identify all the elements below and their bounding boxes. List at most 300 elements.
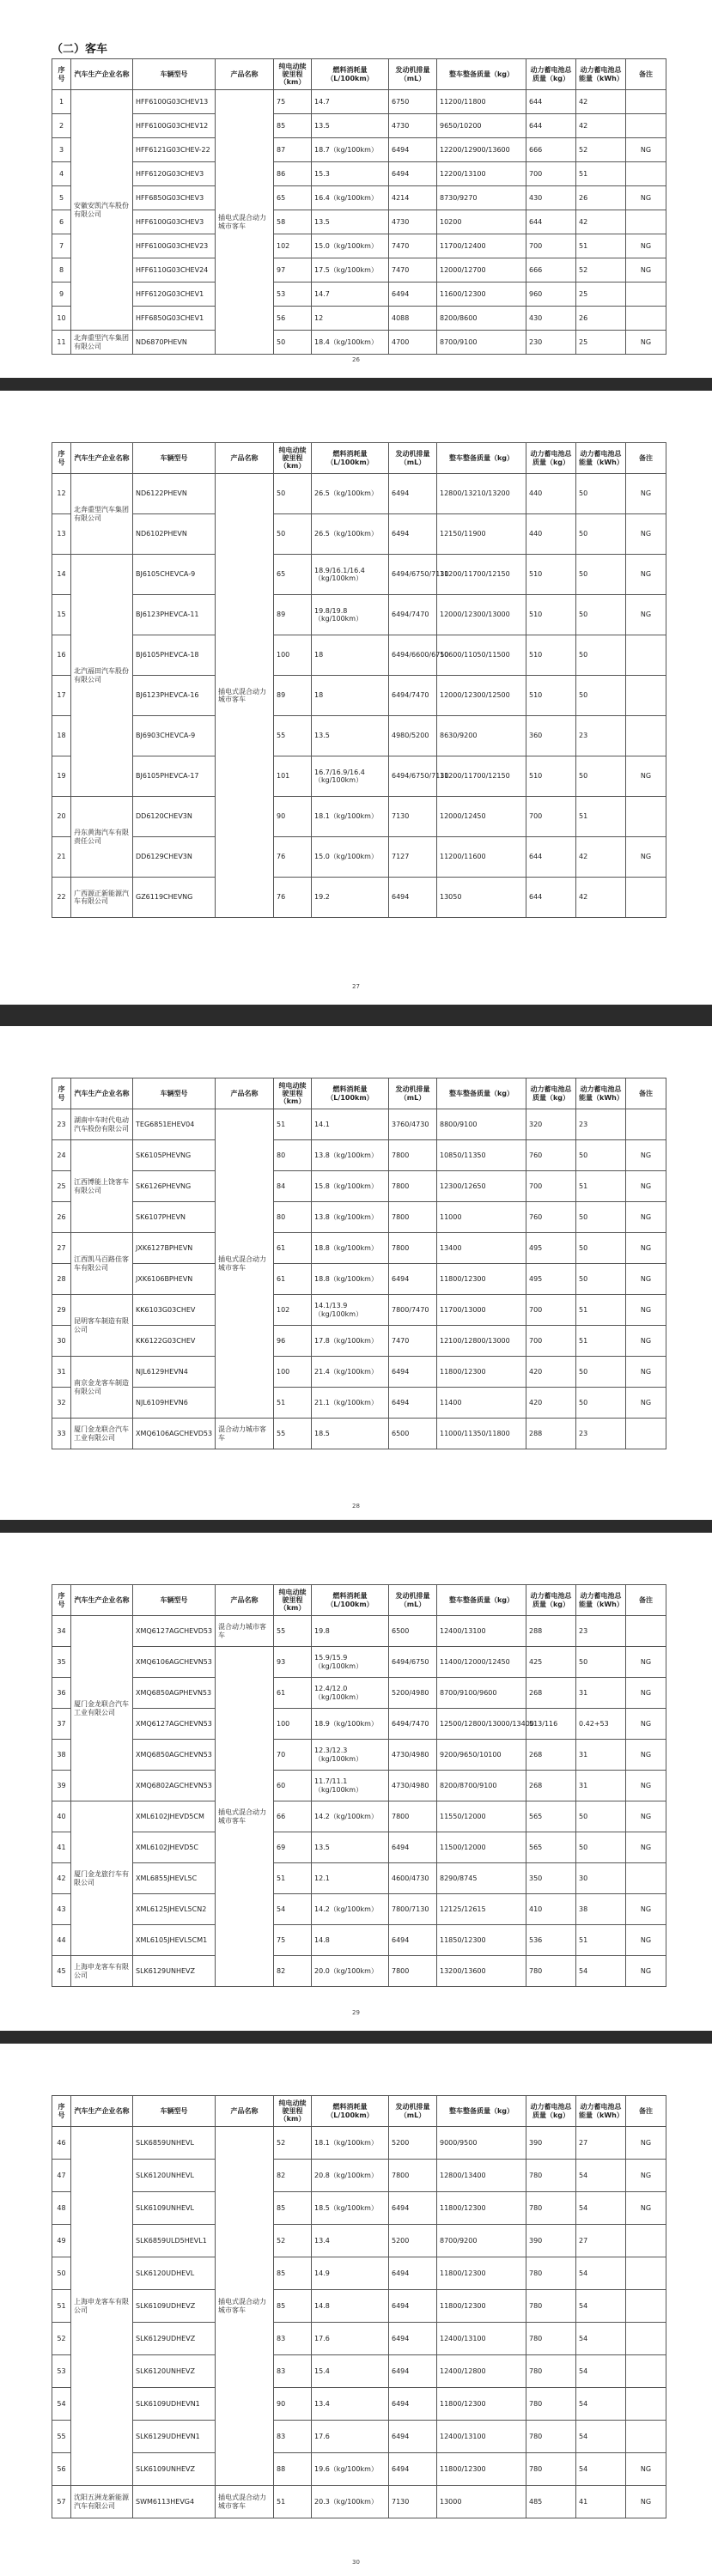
battery-mass-cell: 760	[526, 1202, 576, 1233]
battery-energy-cell: 50	[576, 514, 626, 555]
table-row	[52, 1357, 666, 1388]
row-number-cell: 9	[52, 283, 71, 307]
battery-mass-cell: 565	[526, 1832, 576, 1863]
table-row	[52, 878, 666, 918]
curb-mass-cell: 12125/12615	[437, 1894, 526, 1925]
remark-cell	[626, 2290, 666, 2323]
battery-energy-cell: 50	[576, 1801, 626, 1832]
displacement-cell: 6494	[389, 1357, 437, 1388]
curb-mass-cell: 12000/12700	[437, 258, 526, 283]
electric-range-cell: 75	[274, 1925, 312, 1956]
battery-mass-cell: 780	[526, 2388, 576, 2421]
column-header: 车辆型号	[133, 1585, 216, 1616]
fuel-consumption-cell: 13.4	[312, 2225, 389, 2257]
battery-energy-cell: 50	[576, 595, 626, 635]
displacement-cell: 6494	[389, 2257, 437, 2290]
remark-cell: NG	[626, 1771, 666, 1801]
battery-mass-cell: 425	[526, 1647, 576, 1678]
fuel-consumption-cell: 14.2（kg/100km）	[312, 1894, 389, 1925]
remark-cell: NG	[626, 1140, 666, 1171]
remark-cell: NG	[626, 756, 666, 797]
model-cell: XML6855JHEVL5C	[133, 1863, 216, 1894]
battery-mass-cell: 410	[526, 1894, 576, 1925]
curb-mass-cell: 8200/8700/9100	[437, 1771, 526, 1801]
electric-range-cell: 101	[274, 756, 312, 797]
column-header: 纯电动续驶里程（km）	[274, 1078, 312, 1109]
row-number-cell: 39	[52, 1771, 71, 1801]
model-cell: ND6870PHEVN	[133, 331, 216, 355]
table-row	[52, 2323, 666, 2355]
table-row	[52, 1863, 666, 1894]
model-cell: HFF6121G03CHEV-22	[133, 138, 216, 162]
displacement-cell: 3760/4730	[389, 1109, 437, 1140]
electric-range-cell: 82	[274, 1956, 312, 1987]
model-cell: NJL6109HEVN6	[133, 1388, 216, 1419]
displacement-cell: 6494	[389, 1264, 437, 1295]
table-row	[52, 514, 666, 555]
electric-range-cell: 100	[274, 635, 312, 676]
battery-mass-cell: 565	[526, 1801, 576, 1832]
row-number-cell: 37	[52, 1709, 71, 1740]
curb-mass-cell: 12000/12300/13000	[437, 595, 526, 635]
battery-energy-cell: 23	[576, 1616, 626, 1647]
model-cell: DD6120CHEV3N	[133, 797, 216, 837]
remark-cell: NG	[626, 2160, 666, 2192]
row-number-cell: 16	[52, 635, 71, 676]
product-name-cell: 插电式混合动力城市客车	[216, 474, 274, 918]
row-number-cell: 28	[52, 1264, 71, 1295]
column-header: 整车整备质量（kg）	[437, 59, 526, 90]
displacement-cell: 7800	[389, 1801, 437, 1832]
fuel-consumption-cell: 26.5（kg/100km）	[312, 474, 389, 514]
table-row	[52, 2257, 666, 2290]
battery-energy-cell: 52	[576, 138, 626, 162]
displacement-cell: 7800	[389, 1202, 437, 1233]
battery-energy-cell: 51	[576, 234, 626, 258]
column-header: 整车整备质量（kg）	[437, 1078, 526, 1109]
column-header: 序号	[52, 1078, 71, 1109]
battery-energy-cell: 23	[576, 1419, 626, 1449]
electric-range-cell: 89	[274, 676, 312, 716]
remark-cell: NG	[626, 1357, 666, 1388]
fuel-consumption-cell: 18.8（kg/100km）	[312, 1233, 389, 1264]
row-number-cell: 40	[52, 1801, 71, 1832]
displacement-cell: 7127	[389, 837, 437, 878]
row-number-cell: 46	[52, 2127, 71, 2160]
row-number-cell: 34	[52, 1616, 71, 1647]
curb-mass-cell: 12400/13100	[437, 2421, 526, 2453]
model-cell: BJ6105PHEVCA-18	[133, 635, 216, 676]
remark-cell: NG	[626, 1709, 666, 1740]
displacement-cell: 6500	[389, 1419, 437, 1449]
battery-mass-cell: 360	[526, 716, 576, 756]
fuel-consumption-cell: 15.4	[312, 2355, 389, 2388]
battery-mass-cell: 644	[526, 878, 576, 918]
battery-mass-cell: 510	[526, 555, 576, 595]
vehicle-table	[52, 1078, 666, 1449]
curb-mass-cell: 11200/11700/12150	[437, 756, 526, 797]
company-name-cell: 北奔重型汽车集团有限公司	[71, 331, 133, 355]
table-row	[52, 2388, 666, 2421]
electric-range-cell: 52	[274, 2127, 312, 2160]
electric-range-cell: 75	[274, 90, 312, 114]
battery-mass-cell: 495	[526, 1233, 576, 1264]
curb-mass-cell: 11800/12300	[437, 2453, 526, 2486]
battery-mass-cell: 780	[526, 2421, 576, 2453]
column-header: 备注	[626, 443, 666, 474]
row-number-cell: 52	[52, 2323, 71, 2355]
table-row	[52, 210, 666, 234]
battery-mass-cell: 430	[526, 186, 576, 210]
curb-mass-cell: 11400/12000/12450	[437, 1647, 526, 1678]
vehicle-table	[52, 1584, 666, 1987]
row-number-cell: 4	[52, 162, 71, 186]
column-header: 动力蓄电池总质量（kg）	[526, 2096, 576, 2127]
fuel-consumption-cell: 14.8	[312, 1925, 389, 1956]
fuel-consumption-cell: 14.2（kg/100km）	[312, 1801, 389, 1832]
model-cell: XML6125JHEVL5CN2	[133, 1894, 216, 1925]
displacement-cell: 6494	[389, 138, 437, 162]
model-cell: BJ6123PHEVCA-11	[133, 595, 216, 635]
model-cell: BJ6123PHEVCA-16	[133, 676, 216, 716]
column-header: 序号	[52, 1585, 71, 1616]
model-cell: SLK6120UDHEVL	[133, 2257, 216, 2290]
product-name-cell: 插电式混合动力城市客车	[216, 90, 274, 355]
model-cell: HFF6120G03CHEV3	[133, 162, 216, 186]
displacement-cell: 6494	[389, 162, 437, 186]
battery-energy-cell: 54	[576, 2421, 626, 2453]
remark-cell: NG	[626, 1956, 666, 1987]
fuel-consumption-cell: 13.5	[312, 210, 389, 234]
column-header: 发动机排量（mL）	[389, 443, 437, 474]
row-number-cell: 22	[52, 878, 71, 918]
company-name-cell: 北奔重型汽车集团有限公司	[71, 474, 133, 555]
row-number-cell: 12	[52, 474, 71, 514]
row-number-cell: 5	[52, 186, 71, 210]
remark-cell: NG	[626, 2192, 666, 2225]
curb-mass-cell: 12200/13100	[437, 162, 526, 186]
company-name-cell: 南京金龙客车制造有限公司	[71, 1357, 133, 1419]
fuel-consumption-cell: 18.4（kg/100km）	[312, 331, 389, 355]
curb-mass-cell: 8700/9200	[437, 2225, 526, 2257]
displacement-cell: 7800	[389, 1956, 437, 1987]
table-row	[52, 186, 666, 210]
model-cell: SLK6129UDHEVN1	[133, 2421, 216, 2453]
model-cell: XMQ6106AGCHEVD53	[133, 1419, 216, 1449]
row-number-cell: 26	[52, 1202, 71, 1233]
page-number: 26	[352, 356, 360, 363]
battery-mass-cell: 780	[526, 2290, 576, 2323]
curb-mass-cell: 12200/12900/13600	[437, 138, 526, 162]
curb-mass-cell: 12000/12450	[437, 797, 526, 837]
remark-cell: NG	[626, 1925, 666, 1956]
electric-range-cell: 51	[274, 1863, 312, 1894]
row-number-cell: 51	[52, 2290, 71, 2323]
row-number-cell: 44	[52, 1925, 71, 1956]
column-header: 动力蓄电池总质量（kg）	[526, 443, 576, 474]
column-header: 纯电动续驶里程（km）	[274, 1585, 312, 1616]
displacement-cell: 4980/5200	[389, 716, 437, 756]
model-cell: SLK6859ULD5HEVL1	[133, 2225, 216, 2257]
row-number-cell: 38	[52, 1740, 71, 1771]
electric-range-cell: 53	[274, 283, 312, 307]
displacement-cell: 6750	[389, 90, 437, 114]
page-number: 29	[352, 2009, 360, 2016]
model-cell: KK6103G03CHEV	[133, 1295, 216, 1326]
model-cell: TEG6851EHEV04	[133, 1109, 216, 1140]
table-header-row	[52, 2096, 666, 2127]
table-row	[52, 716, 666, 756]
fuel-consumption-cell: 16.7/16.9/16.4（kg/100km）	[312, 756, 389, 797]
displacement-cell: 4700	[389, 331, 437, 355]
displacement-cell: 7800	[389, 2160, 437, 2192]
company-name-cell: 厦门金龙联合汽车工业有限公司	[71, 1419, 133, 1449]
fuel-consumption-cell: 19.6（kg/100km）	[312, 2453, 389, 2486]
battery-mass-cell: 320	[526, 1109, 576, 1140]
battery-mass-cell: 700	[526, 1171, 576, 1202]
battery-energy-cell: 50	[576, 1357, 626, 1388]
battery-energy-cell: 25	[576, 283, 626, 307]
table-row	[52, 1771, 666, 1801]
remark-cell: NG	[626, 2127, 666, 2160]
model-cell: JXK6127BPHEVN	[133, 1233, 216, 1264]
column-header: 发动机排量（mL）	[389, 1585, 437, 1616]
electric-range-cell: 65	[274, 186, 312, 210]
model-cell: XMQ6127AGCHEVN53	[133, 1709, 216, 1740]
table-row	[52, 90, 666, 114]
table-row	[52, 837, 666, 878]
displacement-cell: 4730	[389, 210, 437, 234]
curb-mass-cell: 12800/13400	[437, 2160, 526, 2192]
remark-cell	[626, 2421, 666, 2453]
electric-range-cell: 90	[274, 797, 312, 837]
electric-range-cell: 96	[274, 1326, 312, 1357]
displacement-cell: 5200	[389, 2225, 437, 2257]
electric-range-cell: 85	[274, 2290, 312, 2323]
row-number-cell: 43	[52, 1894, 71, 1925]
company-name-cell: 丹东黄海汽车有限责任公司	[71, 797, 133, 878]
electric-range-cell: 60	[274, 1771, 312, 1801]
model-cell: KK6122G03CHEV	[133, 1326, 216, 1357]
fuel-consumption-cell: 18	[312, 635, 389, 676]
column-header: 车辆型号	[133, 2096, 216, 2127]
battery-mass-cell: 288	[526, 1419, 576, 1449]
fuel-consumption-cell: 18.1（kg/100km）	[312, 797, 389, 837]
column-header: 备注	[626, 2096, 666, 2127]
curb-mass-cell: 10600/11050/11500	[437, 635, 526, 676]
row-number-cell: 42	[52, 1863, 71, 1894]
row-number-cell: 13	[52, 514, 71, 555]
model-cell: XML6102JHEVD5C	[133, 1832, 216, 1863]
battery-energy-cell: 50	[576, 1388, 626, 1419]
curb-mass-cell: 11200/11700/12150	[437, 555, 526, 595]
remark-cell	[626, 635, 666, 676]
battery-energy-cell: 27	[576, 2127, 626, 2160]
displacement-cell: 6494	[389, 2290, 437, 2323]
company-name-cell: 上海申龙客车有限公司	[71, 2127, 133, 2486]
battery-mass-cell: 780	[526, 2257, 576, 2290]
remark-cell: NG	[626, 1647, 666, 1678]
electric-range-cell: 86	[274, 162, 312, 186]
model-cell: XMQ6802AGCHEVN53	[133, 1771, 216, 1801]
fuel-consumption-cell: 12.4/12.0（kg/100km）	[312, 1678, 389, 1709]
fuel-consumption-cell: 18.9（kg/100km）	[312, 1709, 389, 1740]
document-page	[0, 1026, 712, 1520]
model-cell: SLK6129UNHEVZ	[133, 1956, 216, 1987]
company-name-cell: 江西博能上饶客车有限公司	[71, 1140, 133, 1233]
battery-energy-cell: 42	[576, 114, 626, 138]
table-row	[52, 331, 666, 355]
electric-range-cell: 76	[274, 878, 312, 918]
table-row	[52, 2421, 666, 2453]
fuel-consumption-cell: 19.8	[312, 1616, 389, 1647]
remark-cell: NG	[626, 555, 666, 595]
battery-energy-cell: 54	[576, 2290, 626, 2323]
table-row	[52, 1171, 666, 1202]
column-header: 整车整备质量（kg）	[437, 443, 526, 474]
company-name-cell: 广西源正新能源汽车有限公司	[71, 878, 133, 918]
row-number-cell: 32	[52, 1388, 71, 1419]
document-page	[0, 0, 712, 378]
vehicle-table	[52, 58, 666, 355]
row-number-cell: 10	[52, 307, 71, 331]
battery-mass-cell: 700	[526, 1295, 576, 1326]
table-row	[52, 635, 666, 676]
curb-mass-cell: 13050	[437, 878, 526, 918]
row-number-cell: 2	[52, 114, 71, 138]
battery-energy-cell: 23	[576, 1109, 626, 1140]
remark-cell	[626, 90, 666, 114]
product-name-cell: 插电式混合动力城市客车	[216, 2127, 274, 2486]
battery-energy-cell: 50	[576, 1202, 626, 1233]
row-number-cell: 7	[52, 234, 71, 258]
displacement-cell: 7800	[389, 1171, 437, 1202]
row-number-cell: 14	[52, 555, 71, 595]
fuel-consumption-cell: 17.8（kg/100km）	[312, 1326, 389, 1357]
electric-range-cell: 100	[274, 1709, 312, 1740]
curb-mass-cell: 11200/11600	[437, 837, 526, 878]
displacement-cell: 6494	[389, 1925, 437, 1956]
company-name-cell: 昆明客车制造有限公司	[71, 1295, 133, 1357]
battery-mass-cell: 644	[526, 210, 576, 234]
company-name-cell: 湖南中车时代电动汽车股份有限公司	[71, 1109, 133, 1140]
displacement-cell: 6494	[389, 1832, 437, 1863]
table-row	[52, 283, 666, 307]
displacement-cell: 6494/7470	[389, 1709, 437, 1740]
battery-mass-cell: 780	[526, 2192, 576, 2225]
table-row	[52, 1140, 666, 1171]
curb-mass-cell: 11800/12300	[437, 1357, 526, 1388]
remark-cell: NG	[626, 1894, 666, 1925]
curb-mass-cell: 12300/12650	[437, 1171, 526, 1202]
curb-mass-cell: 8700/9100/9600	[437, 1678, 526, 1709]
column-header: 燃料消耗量（L/100km）	[312, 443, 389, 474]
column-header: 车辆型号	[133, 1078, 216, 1109]
model-cell: SK6126PHEVNG	[133, 1171, 216, 1202]
electric-range-cell: 93	[274, 1647, 312, 1678]
battery-mass-cell: 440	[526, 514, 576, 555]
displacement-cell: 5200	[389, 2127, 437, 2160]
table-row	[52, 2160, 666, 2192]
row-number-cell: 19	[52, 756, 71, 797]
battery-mass-cell: 350	[526, 1863, 576, 1894]
remark-cell	[626, 1109, 666, 1140]
table-row	[52, 1616, 666, 1647]
fuel-consumption-cell: 14.9	[312, 2257, 389, 2290]
model-cell: BJ6105CHEVCA-9	[133, 555, 216, 595]
battery-energy-cell: 50	[576, 635, 626, 676]
model-cell: XML6105JHEVL5CM1	[133, 1925, 216, 1956]
remark-cell	[626, 2257, 666, 2290]
electric-range-cell: 90	[274, 2388, 312, 2421]
curb-mass-cell: 11800/12300	[437, 2257, 526, 2290]
battery-energy-cell: 50	[576, 1264, 626, 1295]
curb-mass-cell: 9200/9650/10100	[437, 1740, 526, 1771]
curb-mass-cell: 12000/12300/12500	[437, 676, 526, 716]
column-header: 燃料消耗量（L/100km）	[312, 59, 389, 90]
battery-mass-cell: 268	[526, 1740, 576, 1771]
curb-mass-cell: 11550/12000	[437, 1801, 526, 1832]
curb-mass-cell: 11000/11350/11800	[437, 1419, 526, 1449]
battery-mass-cell: 644	[526, 90, 576, 114]
electric-range-cell: 58	[274, 210, 312, 234]
battery-energy-cell: 27	[576, 2225, 626, 2257]
product-name-cell: 插电式混合动力城市客车	[216, 1109, 274, 1419]
battery-energy-cell: 50	[576, 1832, 626, 1863]
remark-cell	[626, 162, 666, 186]
displacement-cell: 4214	[389, 186, 437, 210]
displacement-cell: 7800	[389, 1233, 437, 1264]
electric-range-cell: 61	[274, 1233, 312, 1264]
battery-energy-cell: 51	[576, 797, 626, 837]
model-cell: HFF6120G03CHEV1	[133, 283, 216, 307]
table-row	[52, 234, 666, 258]
electric-range-cell: 83	[274, 2355, 312, 2388]
curb-mass-cell: 8700/9100	[437, 331, 526, 355]
battery-mass-cell: 510	[526, 676, 576, 716]
electric-range-cell: 82	[274, 2160, 312, 2192]
displacement-cell: 6500	[389, 1616, 437, 1647]
curb-mass-cell: 11800/12300	[437, 2388, 526, 2421]
battery-energy-cell: 25	[576, 331, 626, 355]
displacement-cell: 7800	[389, 1140, 437, 1171]
remark-cell: NG	[626, 1264, 666, 1295]
remark-cell: NG	[626, 234, 666, 258]
battery-mass-cell: 268	[526, 1678, 576, 1709]
remark-cell: NG	[626, 2486, 666, 2518]
remark-cell	[626, 797, 666, 837]
column-header: 动力蓄电池总能量（kWh）	[576, 59, 626, 90]
electric-range-cell: 70	[274, 1740, 312, 1771]
fuel-consumption-cell: 16.4（kg/100km）	[312, 186, 389, 210]
displacement-cell: 7470	[389, 1326, 437, 1357]
battery-mass-cell: 288	[526, 1616, 576, 1647]
table-row	[52, 1956, 666, 1987]
curb-mass-cell: 11700/12400	[437, 234, 526, 258]
battery-mass-cell: 513/116	[526, 1709, 576, 1740]
electric-range-cell: 80	[274, 1202, 312, 1233]
table-row	[52, 2355, 666, 2388]
column-header: 产品名称	[216, 59, 274, 90]
displacement-cell: 7130	[389, 2486, 437, 2518]
remark-cell: NG	[626, 1171, 666, 1202]
fuel-consumption-cell: 19.2	[312, 878, 389, 918]
model-cell: HFF6100G03CHEV13	[133, 90, 216, 114]
model-cell: HFF6110G03CHEV24	[133, 258, 216, 283]
electric-range-cell: 52	[274, 2225, 312, 2257]
row-number-cell: 21	[52, 837, 71, 878]
remark-cell	[626, 283, 666, 307]
